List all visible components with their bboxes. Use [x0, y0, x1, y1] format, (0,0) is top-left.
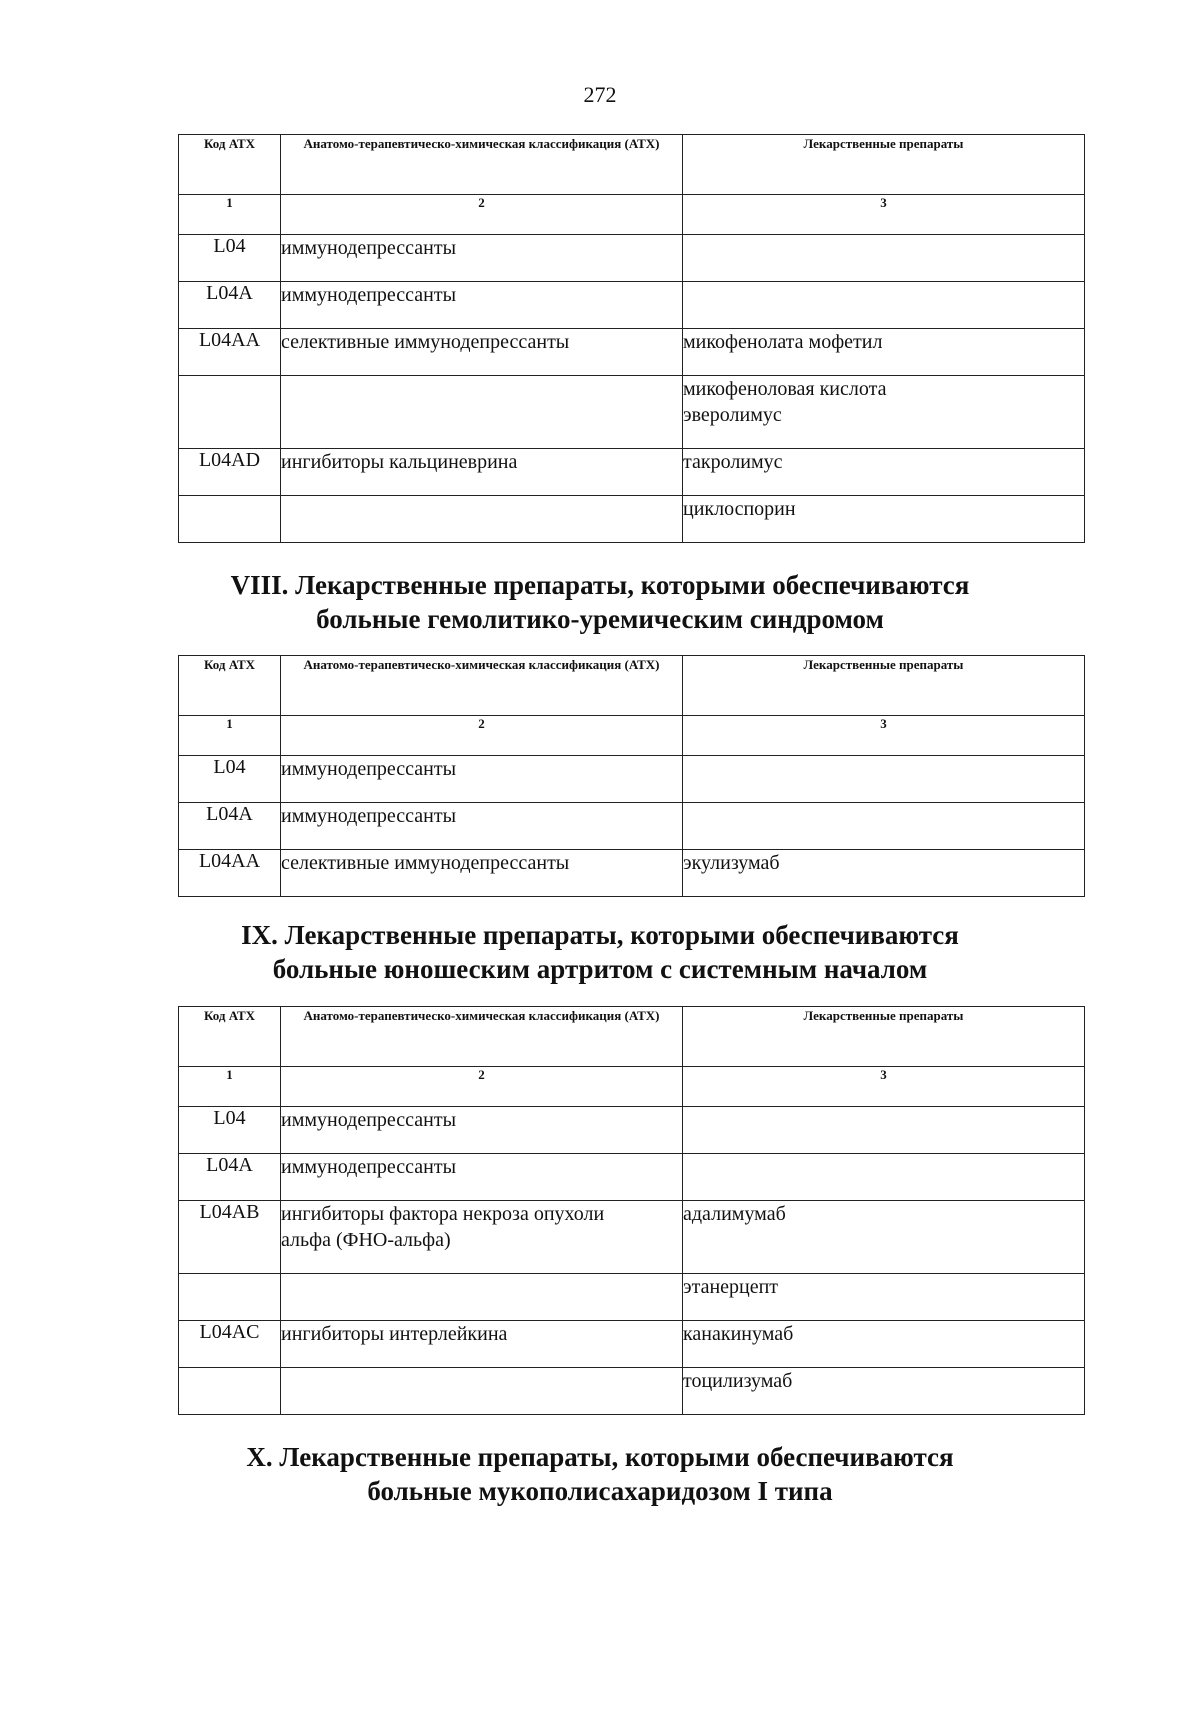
atx-code: L04AA: [179, 850, 281, 897]
section-title-viii: [0, 568, 1200, 636]
drug-name-line: микофеноловая кислота: [683, 378, 887, 400]
table-row: [179, 1154, 1085, 1201]
column-number-row: [179, 195, 1085, 235]
drug-name: микофенолата мофетил: [683, 329, 1085, 376]
atx-code: [179, 1368, 281, 1415]
section-title-line: больные юношеским артритом с системным началом: [272, 954, 928, 984]
section-title-line: X. Лекарственные препараты, которыми обеспечиваются: [246, 1442, 954, 1472]
header-code: Код АТХ: [179, 1007, 281, 1067]
table-row: [179, 235, 1085, 282]
drug-name-line: эверолимус: [683, 404, 782, 426]
atx-class: ингибиторы интерлейкина: [281, 1321, 683, 1368]
table-row: [179, 850, 1085, 897]
atx-code: L04A: [179, 1154, 281, 1201]
atx-table-1: [178, 134, 1085, 543]
atx-code: L04: [179, 1107, 281, 1154]
atx-class-line: альфа (ФНО-альфа): [281, 1229, 451, 1251]
atx-class: иммунодепрессанты: [281, 1107, 683, 1154]
column-number: 3: [683, 1067, 1085, 1107]
atx-code: L04AB: [179, 1201, 281, 1274]
atx-class: иммунодепрессанты: [281, 1154, 683, 1201]
atx-table-3: [178, 1006, 1085, 1415]
drug-name: этанерцепт: [683, 1274, 1085, 1321]
table-row: [179, 282, 1085, 329]
table-row: [179, 496, 1085, 543]
atx-code: [179, 496, 281, 543]
drug-name: [683, 376, 1085, 449]
atx-class: [281, 1274, 683, 1321]
atx-class: иммунодепрессанты: [281, 282, 683, 329]
table-header-row: [179, 135, 1085, 195]
section-title-line: больные мукополисахаридозом I типа: [367, 1476, 833, 1506]
table-row: [179, 1274, 1085, 1321]
atx-class: [281, 376, 683, 449]
column-number: 2: [281, 195, 683, 235]
table-row: [179, 803, 1085, 850]
drug-name: канакинумаб: [683, 1321, 1085, 1368]
atx-code: [179, 1274, 281, 1321]
atx-class: селективные иммунодепрессанты: [281, 329, 683, 376]
column-number: 3: [683, 716, 1085, 756]
header-classification: Анатомо-терапевтическо-химическая классификация (АТХ): [281, 656, 683, 716]
table-row: [179, 376, 1085, 449]
section-title-line: VIII. Лекарственные препараты, которыми обеспечиваются: [230, 570, 970, 600]
header-classification: Анатомо-терапевтическо-химическая классификация (АТХ): [281, 1007, 683, 1067]
header-classification: Анатомо-терапевтическо-химическая классификация (АТХ): [281, 135, 683, 195]
table-row: [179, 1201, 1085, 1274]
table-header-row: [179, 1007, 1085, 1067]
drug-name: экулизумаб: [683, 850, 1085, 897]
table-header-row: [179, 656, 1085, 716]
drug-name: адалимумаб: [683, 1201, 1085, 1274]
column-number: 3: [683, 195, 1085, 235]
section-title-x: [0, 1440, 1200, 1508]
atx-code: [179, 376, 281, 449]
atx-code: L04A: [179, 803, 281, 850]
atx-class-line: ингибиторы фактора некроза опухоли: [281, 1203, 605, 1225]
atx-code: L04AC: [179, 1321, 281, 1368]
atx-class: иммунодепрессанты: [281, 756, 683, 803]
drug-name: [683, 756, 1085, 803]
atx-code: L04: [179, 235, 281, 282]
table-row: [179, 1368, 1085, 1415]
atx-code: L04: [179, 756, 281, 803]
column-number: 1: [179, 716, 281, 756]
header-drugs: Лекарственные препараты: [683, 656, 1085, 716]
table-row: [179, 1107, 1085, 1154]
drug-name: такролимус: [683, 449, 1085, 496]
drug-name: [683, 1107, 1085, 1154]
drug-name: [683, 282, 1085, 329]
header-drugs: Лекарственные препараты: [683, 135, 1085, 195]
table-row: [179, 449, 1085, 496]
atx-code: L04A: [179, 282, 281, 329]
section-title-line: больные гемолитико-уремическим синдромом: [316, 604, 884, 634]
header-code: Код АТХ: [179, 135, 281, 195]
column-number-row: [179, 1067, 1085, 1107]
drug-name: циклоспорин: [683, 496, 1085, 543]
atx-code: L04AD: [179, 449, 281, 496]
table-row: [179, 1321, 1085, 1368]
atx-class: иммунодепрессанты: [281, 235, 683, 282]
header-code: Код АТХ: [179, 656, 281, 716]
column-number: 2: [281, 716, 683, 756]
atx-class: селективные иммунодепрессанты: [281, 850, 683, 897]
atx-class: [281, 1368, 683, 1415]
column-number-row: [179, 716, 1085, 756]
atx-class: [281, 1201, 683, 1274]
drug-name: тоцилизумаб: [683, 1368, 1085, 1415]
atx-table-2: [178, 655, 1085, 897]
table-row: [179, 329, 1085, 376]
atx-code: L04AA: [179, 329, 281, 376]
column-number: 1: [179, 195, 281, 235]
column-number: 1: [179, 1067, 281, 1107]
page-number: 272: [583, 82, 617, 107]
drug-name: [683, 235, 1085, 282]
atx-class: [281, 496, 683, 543]
column-number: 2: [281, 1067, 683, 1107]
drug-name: [683, 1154, 1085, 1201]
section-title-ix: [0, 918, 1200, 986]
section-title-line: IX. Лекарственные препараты, которыми обеспечиваются: [241, 920, 959, 950]
drug-name: [683, 803, 1085, 850]
atx-class: иммунодепрессанты: [281, 803, 683, 850]
header-drugs: Лекарственные препараты: [683, 1007, 1085, 1067]
atx-class: ингибиторы кальциневрина: [281, 449, 683, 496]
table-row: [179, 756, 1085, 803]
